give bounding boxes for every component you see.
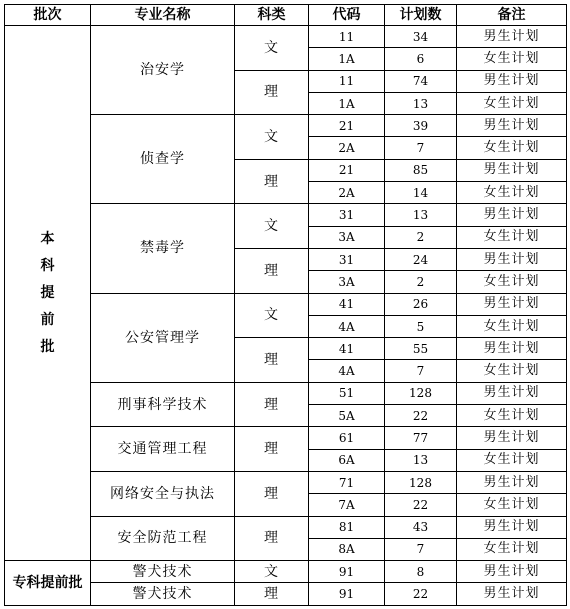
header-code: 代码 [309, 5, 385, 26]
count-cell: 7 [385, 137, 457, 159]
subject-cell: 文 [235, 561, 309, 583]
code-cell: 3A [309, 226, 385, 248]
count-cell: 2 [385, 271, 457, 293]
subject-cell: 理 [235, 338, 309, 383]
note-cell: 女生计划 [457, 405, 567, 427]
header-major: 专业名称 [91, 5, 235, 26]
major-name-cell: 安全防范工程 [91, 516, 235, 561]
note-cell: 女生计划 [457, 449, 567, 471]
note-cell: 女生计划 [457, 226, 567, 248]
batch-label: 前 [40, 311, 55, 328]
count-cell: 74 [385, 70, 457, 92]
code-cell: 7A [309, 494, 385, 516]
code-cell: 21 [309, 159, 385, 181]
count-cell: 24 [385, 248, 457, 270]
code-cell: 4A [309, 360, 385, 382]
major-name-cell: 侦查学 [91, 115, 235, 204]
note-cell: 女生计划 [457, 315, 567, 337]
note-cell: 男生计划 [457, 70, 567, 92]
subject-cell: 理 [235, 382, 309, 427]
batch-label: 专科提前批 [12, 574, 83, 591]
count-cell: 7 [385, 538, 457, 560]
major-name-cell: 公安管理学 [91, 293, 235, 382]
subject-cell: 理 [235, 248, 309, 293]
major-name-cell: 网络安全与执法 [91, 471, 235, 516]
code-cell: 31 [309, 248, 385, 270]
note-cell: 男生计划 [457, 561, 567, 583]
count-cell: 13 [385, 449, 457, 471]
major-name-cell: 刑事科学技术 [91, 382, 235, 427]
note-cell: 男生计划 [457, 471, 567, 493]
batch-cell [5, 561, 91, 606]
subject-cell: 理 [235, 159, 309, 204]
count-cell: 43 [385, 516, 457, 538]
code-cell: 51 [309, 382, 385, 404]
note-cell: 女生计划 [457, 182, 567, 204]
code-cell: 41 [309, 293, 385, 315]
count-cell: 22 [385, 583, 457, 605]
major-name-cell: 警犬技术 [91, 583, 235, 605]
code-cell: 2A [309, 137, 385, 159]
code-cell: 3A [309, 271, 385, 293]
count-cell: 22 [385, 405, 457, 427]
count-cell: 13 [385, 204, 457, 226]
subject-cell: 理 [235, 70, 309, 115]
code-cell: 91 [309, 561, 385, 583]
note-cell: 女生计划 [457, 137, 567, 159]
count-cell: 85 [385, 159, 457, 181]
subject-cell: 文 [235, 293, 309, 338]
table-row [5, 561, 567, 583]
header-count: 计划数 [385, 5, 457, 26]
code-cell: 71 [309, 471, 385, 493]
note-cell: 女生计划 [457, 494, 567, 516]
note-cell: 男生计划 [457, 248, 567, 270]
code-cell: 2A [309, 182, 385, 204]
major-name-cell: 警犬技术 [91, 561, 235, 583]
code-cell: 1A [309, 92, 385, 114]
note-cell: 女生计划 [457, 538, 567, 560]
note-cell: 男生计划 [457, 516, 567, 538]
count-cell: 13 [385, 92, 457, 114]
subject-cell: 理 [235, 583, 309, 605]
count-cell: 34 [385, 26, 457, 48]
subject-cell: 文 [235, 115, 309, 160]
note-cell: 男生计划 [457, 427, 567, 449]
note-cell: 男生计划 [457, 583, 567, 605]
batch-label: 本 [40, 230, 55, 247]
subject-cell: 理 [235, 471, 309, 516]
note-cell: 女生计划 [457, 48, 567, 70]
major-name-cell: 交通管理工程 [91, 427, 235, 472]
code-cell: 81 [309, 516, 385, 538]
code-cell: 1A [309, 48, 385, 70]
code-cell: 6A [309, 449, 385, 471]
count-cell: 8 [385, 561, 457, 583]
note-cell: 女生计划 [457, 360, 567, 382]
code-cell: 5A [309, 405, 385, 427]
count-cell: 26 [385, 293, 457, 315]
note-cell: 男生计划 [457, 382, 567, 404]
count-cell: 6 [385, 48, 457, 70]
code-cell: 21 [309, 115, 385, 137]
header-row [5, 5, 567, 26]
code-cell: 61 [309, 427, 385, 449]
table-row [5, 26, 567, 48]
header-subject: 科类 [235, 5, 309, 26]
subject-cell: 文 [235, 204, 309, 249]
count-cell: 5 [385, 315, 457, 337]
batch-label: 科 [40, 257, 55, 274]
count-cell: 55 [385, 338, 457, 360]
count-cell: 39 [385, 115, 457, 137]
code-cell: 41 [309, 338, 385, 360]
note-cell: 男生计划 [457, 26, 567, 48]
subject-cell: 理 [235, 516, 309, 561]
header-batch: 批次 [5, 5, 91, 26]
note-cell: 女生计划 [457, 271, 567, 293]
batch-cell [5, 26, 91, 561]
count-cell: 128 [385, 382, 457, 404]
code-cell: 11 [309, 70, 385, 92]
count-cell: 7 [385, 360, 457, 382]
code-cell: 4A [309, 315, 385, 337]
note-cell: 男生计划 [457, 159, 567, 181]
major-name-cell: 治安学 [91, 26, 235, 115]
note-cell: 男生计划 [457, 293, 567, 315]
admission-plan-table [4, 4, 567, 606]
count-cell: 22 [385, 494, 457, 516]
count-cell: 77 [385, 427, 457, 449]
note-cell: 男生计划 [457, 204, 567, 226]
code-cell: 11 [309, 26, 385, 48]
batch-label: 提 [40, 284, 55, 301]
code-cell: 31 [309, 204, 385, 226]
count-cell: 2 [385, 226, 457, 248]
note-cell: 男生计划 [457, 115, 567, 137]
batch-label: 批 [40, 338, 55, 355]
subject-cell: 文 [235, 26, 309, 71]
code-cell: 91 [309, 583, 385, 605]
note-cell: 男生计划 [457, 338, 567, 360]
count-cell: 14 [385, 182, 457, 204]
note-cell: 女生计划 [457, 92, 567, 114]
major-name-cell: 禁毒学 [91, 204, 235, 293]
code-cell: 8A [309, 538, 385, 560]
subject-cell: 理 [235, 427, 309, 472]
count-cell: 128 [385, 471, 457, 493]
header-note: 备注 [457, 5, 567, 26]
